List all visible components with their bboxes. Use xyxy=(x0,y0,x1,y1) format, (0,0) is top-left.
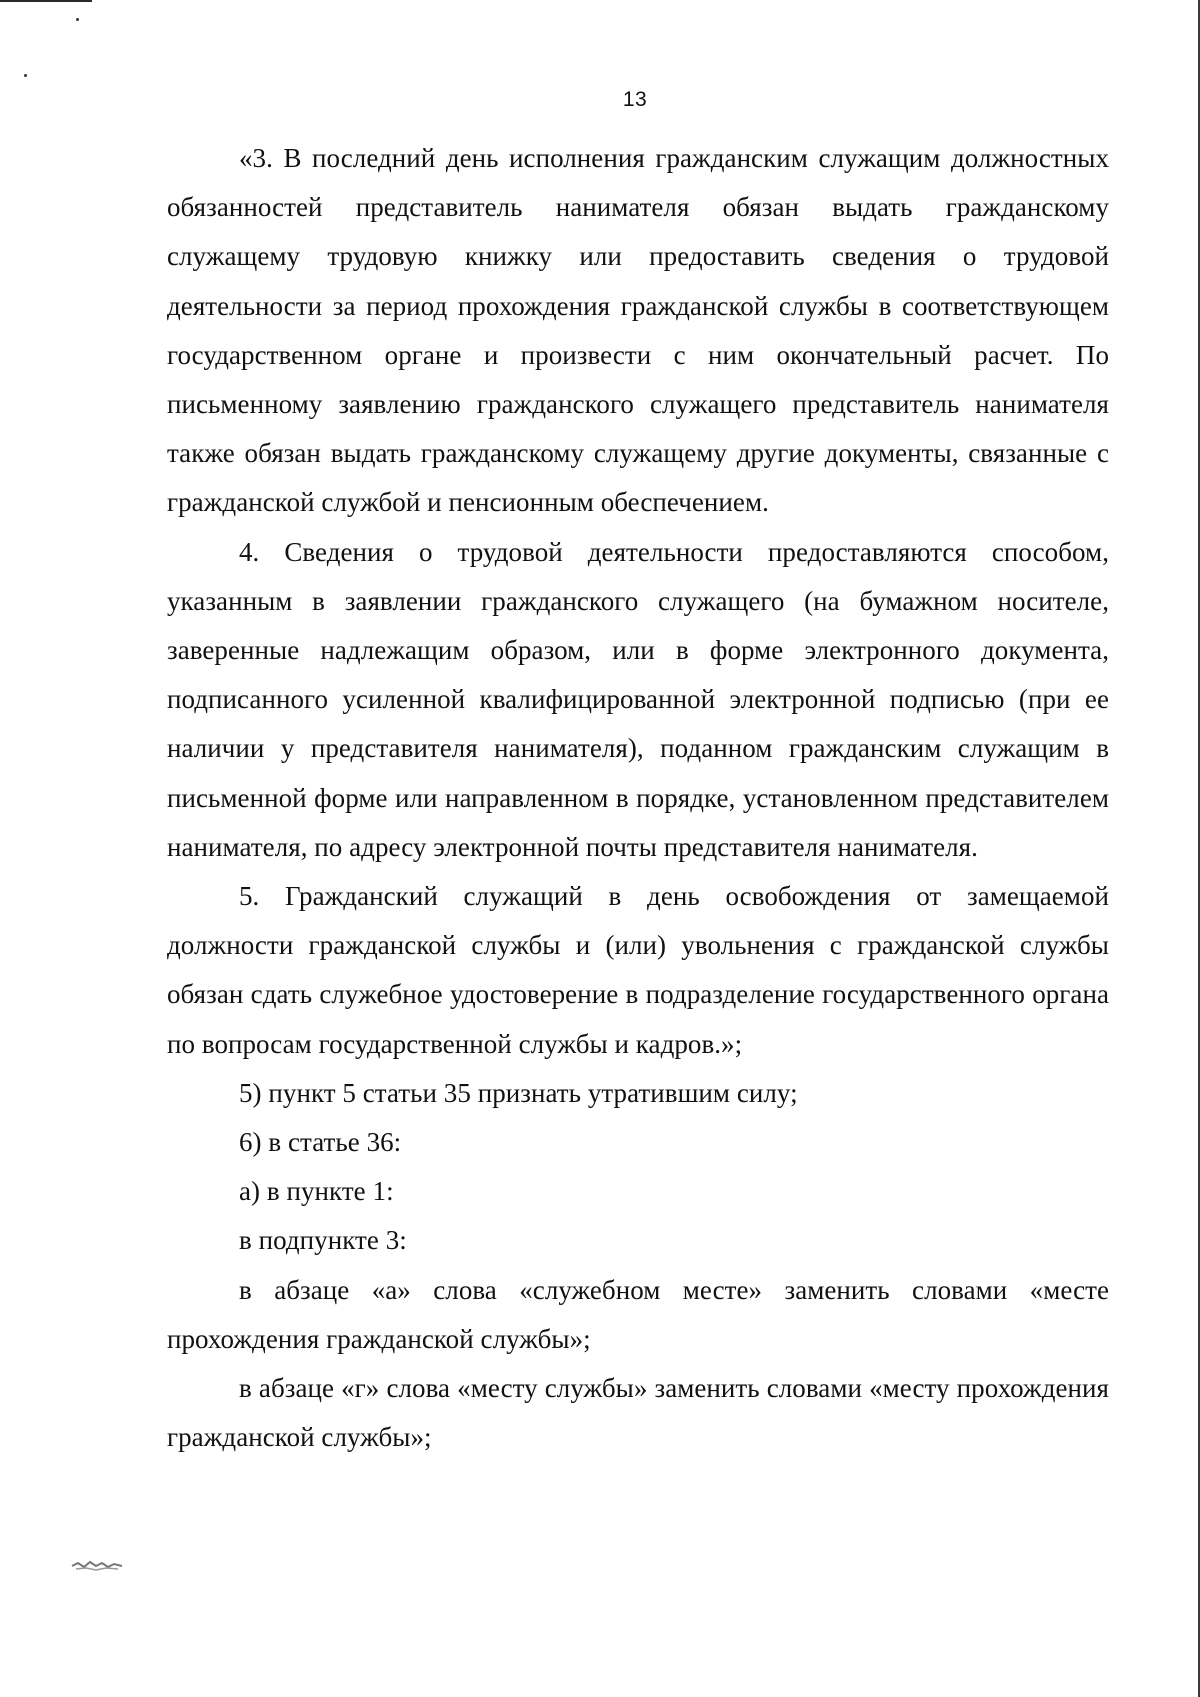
document-body xyxy=(167,134,1109,1462)
paragraph-item-4: 4. Сведения о трудовой деятельности предоставляются способом, указанным в заявлении гражданского служащего (на бумажном носителе, заверенные надлежащим образом, или в форме электронного документа, подписанного усиленной квалифицированной электронной подписью (при ее наличии у представителя нанимателя), поданном гражданским служащим в письменной форме или направленном в порядке, установленном представителем нанимателя, по адресу электронной почты представителя нанимателя. xyxy=(167,536,1109,862)
scan-stamp-mark xyxy=(70,1558,124,1572)
paragraph-subpoint-3: в подпункте 3: xyxy=(239,1225,407,1256)
scan-speck xyxy=(76,18,79,21)
paragraph-sub-6: 6) в статье 36: xyxy=(239,1127,402,1158)
paragraph-abzac-a: в абзаце «а» слова «служебном месте» заменить словами «месте прохождения гражданской службы»; xyxy=(167,1274,1109,1354)
paragraph-sub-a: а) в пункте 1: xyxy=(239,1176,394,1207)
scan-edge-top xyxy=(0,0,92,2)
paragraph-item-5: 5. Гражданский служащий в день освобождения от замещаемой должности гражданской службы и (или) увольнения с гражданской службы обязан сдать служебное удостоверение в подразделение государственного органа по вопросам государственной службы и кадров.»; xyxy=(167,881,1109,1059)
scan-speck xyxy=(24,74,27,77)
paragraph-sub-5: 5) пункт 5 статьи 35 признать утратившим силу; xyxy=(239,1077,798,1108)
page-number: 13 xyxy=(622,88,648,111)
paragraph-abzac-g: в абзаце «г» слова «месту службы» заменить словами «месту прохождения гражданской службы»; xyxy=(167,1373,1109,1453)
paragraph-item-3: «3. В последний день исполнения гражданским служащим должностных обязанностей представитель нанимателя обязан выдать гражданскому служащему трудовую книжку или предоставить сведения о трудовой деятельности за период прохождения гражданской службы в соответствующем государственном органе и произвести с ним окончательный расчет. По письменному заявлению гражданского служащего представитель нанимателя также обязан выдать гражданскому служащему другие документы, связанные с гражданской службой и пенсионным обеспечением. xyxy=(167,143,1109,518)
